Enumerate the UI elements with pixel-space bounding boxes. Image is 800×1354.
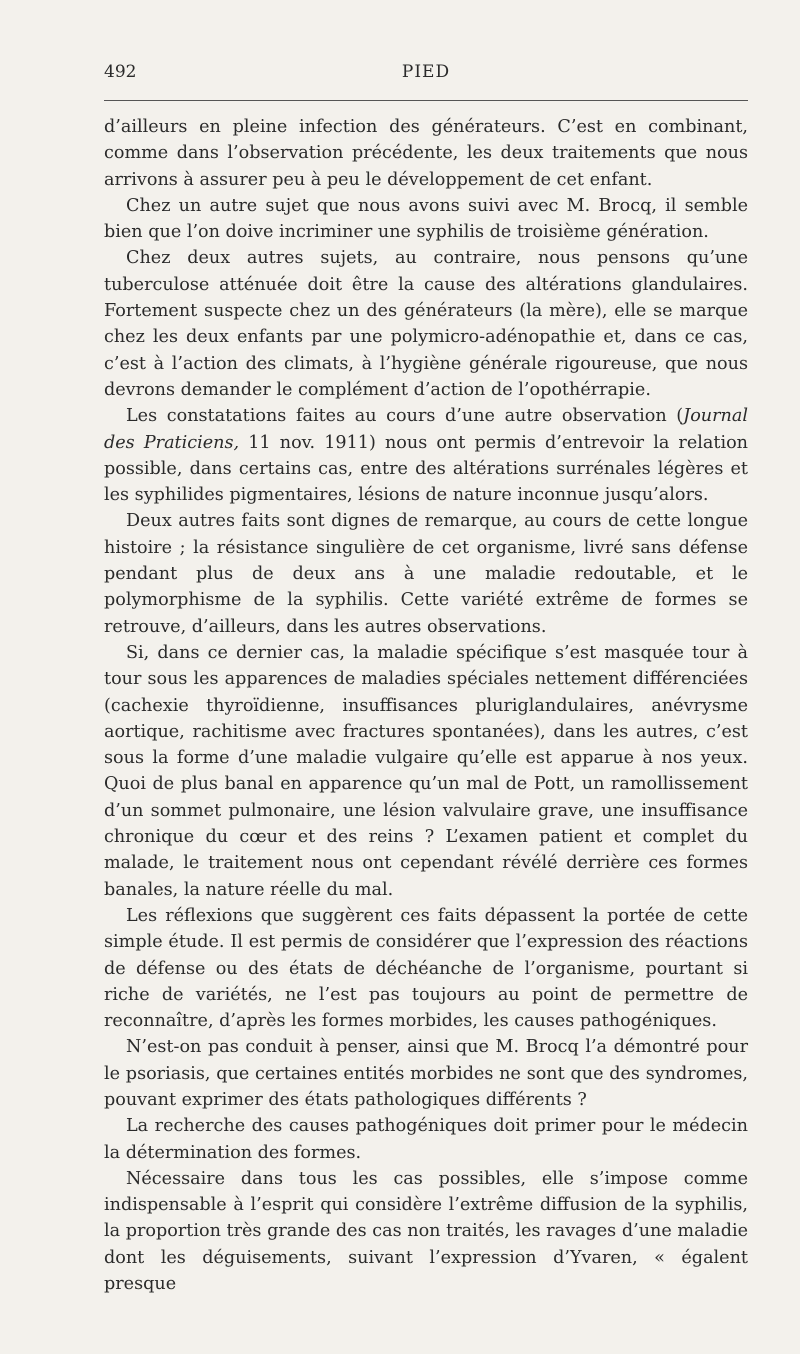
running-title: PIED xyxy=(401,62,451,82)
paragraph: d’ailleurs en pleine infection des générateurs. C’est en combinant, comme dans l’observation précédente, les deux traitements que nous arrivons à assurer peu à peu le développement de cet enfant. xyxy=(104,117,748,190)
journal-title: Journal des Praticiens, xyxy=(104,406,748,453)
paragraph-text: Les constatations faites au cours d’une autre observation ( xyxy=(126,406,684,427)
page-header xyxy=(104,62,748,88)
paragraph: La recherche des causes pathogéniques doit primer pour le médecin la détermination des formes. xyxy=(104,1116,748,1163)
paragraph: Si, dans ce dernier cas, la maladie spécifique s’est masquée tour à tour sous les apparences de maladies spéciales nettement différenciées (cachexie thyroïdienne, insuffisances pluriglandulaires, anévrysme aortique, rachitisme avec fractures spontanées), dans les autres, c’est sous la forme d’une maladie vulgaire qu’elle est apparue à nos yeux. Quoi de plus banal en apparence qu’un mal de Pott, un ramollissement d’un sommet pulmonaire, une lésion valvulaire grave, une insuffisance chronique du cœur et des reins ? L’examen patient et complet du malade, le traitement nous ont cependant révélé derrière ces formes banales, la nature réelle du mal. xyxy=(104,642,748,900)
paragraph: Les réflexions que suggèrent ces faits dépassent la portée de cette simple étude. Il est permis de considérer que l’expression des réactions de défense ou des états de déchéanche de l’organisme, pourtant si riche de variétés, ne l’est pas toujours au point de permettre de reconnaître, d’après les formes morbides, les causes pathogéniques. xyxy=(104,905,748,1032)
body-text xyxy=(104,114,748,1297)
paragraph: Chez un autre sujet que nous avons suivi avec M. Brocq, il semble bien que l’on doive incriminer une syphilis de troisième génération. xyxy=(104,195,748,243)
paragraph: Chez deux autres sujets, au contraire, nous pensons qu’une tuberculose atténuée doit être la cause des altérations glandulaires. Fortement suspecte chez un des générateurs (la mère), elle se marque chez les deux enfants par une polymicro-adénopathie et, dans ce cas, c’est à l’action des climats, à l’hygiène générale rigoureuse, que nous devrons demander le complément d’action de l’opothérrapie. xyxy=(104,248,748,400)
paragraph xyxy=(104,403,748,508)
paragraph: N’est-on pas conduit à penser, ainsi que M. Brocq l’a démontré pour le psoriasis, que certaines entités morbides ne sont que des syndromes, pouvant exprimer des états pathologiques différents ? xyxy=(104,1037,748,1110)
paragraph-text: 11 nov. 1911) nous ont permis d’entrevoir la relation possible, dans certains cas, entre des altérations surrénales légères et les syphilides pigmentaires, lésions de nature inconnue jusqu’alors. xyxy=(104,432,748,506)
header-rule xyxy=(104,100,748,101)
page-number: 492 xyxy=(104,62,137,82)
paragraph: Deux autres faits sont dignes de remarque, au cours de cette longue histoire ; la résistance singulière de cet organisme, livré sans défense pendant plus de deux ans à une maladie redoutable, et le polymorphisme de la syphilis. Cette variété extrême de formes se retrouve, d’ailleurs, dans les autres observations. xyxy=(104,511,748,637)
paragraph: Nécessaire dans tous les cas possibles, elle s’impose comme indispensable à l’esprit qui considère l’extrême diffusion de la syphilis, la proportion très grande des cas non traités, les ravages d’une maladie dont les déguisements, suivant l’expression d’Yvaren, « égalent presque xyxy=(104,1168,748,1295)
